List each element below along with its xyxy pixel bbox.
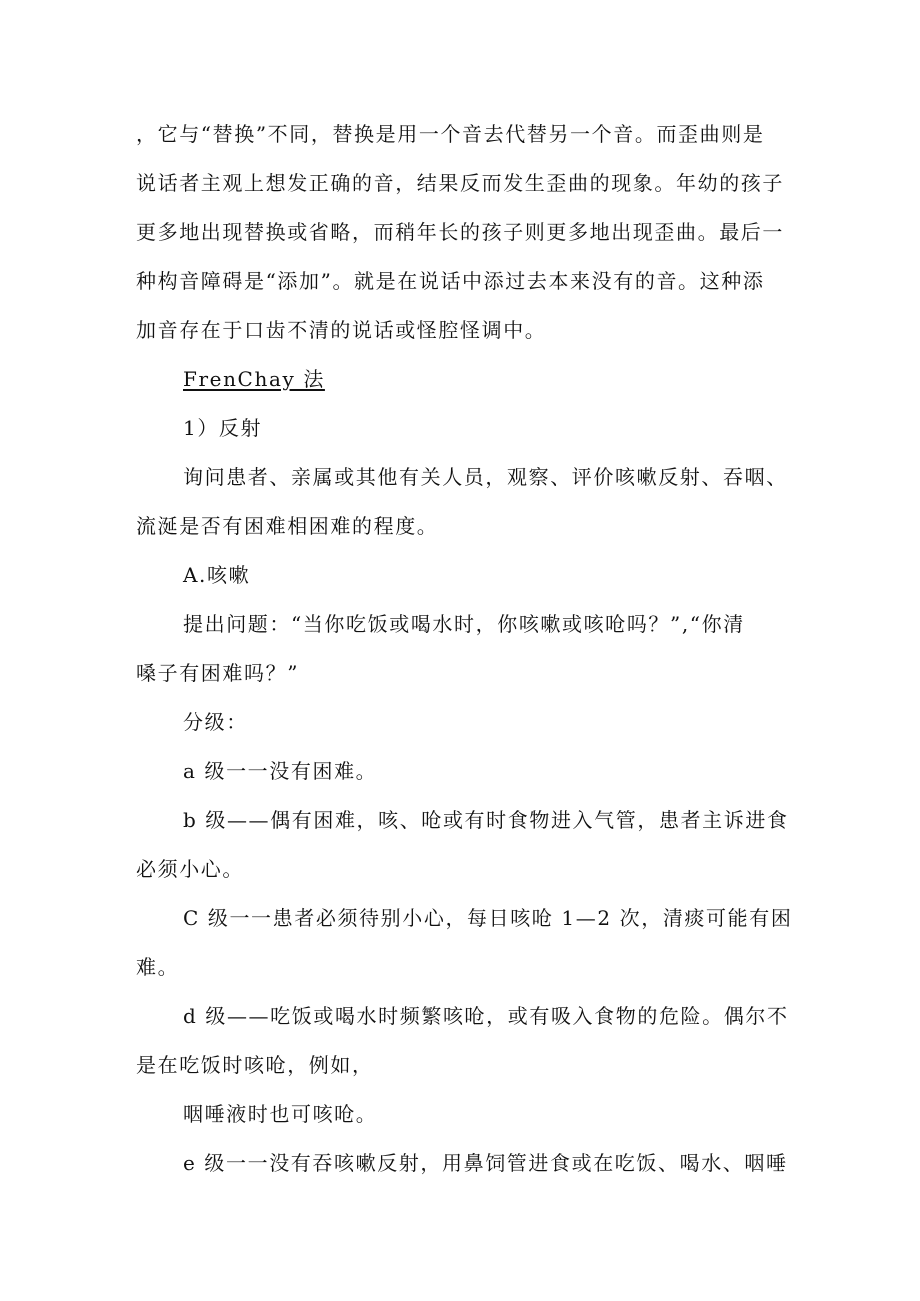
paragraph-line-4: 种构音障碍是“添加”。就是在说话中添过去本来没有的音。这种添 (136, 269, 765, 293)
grade-b-line: b 级——偶有困难，咳、呛或有时食物进入气管，患者主诉进食 (183, 808, 789, 832)
section-heading-frenchay: FrenChay 法 (183, 367, 325, 391)
paragraph-line-1: ，它与“替换”不同，替换是用一个音去代替另一个音。而歪曲则是 (136, 122, 765, 146)
grade-b-line-cont: 必须小心。 (136, 857, 244, 881)
paragraph-line-3: 更多地出现替换或省略，而稍年长的孩子则更多地出现歪曲。最后一 (136, 220, 784, 244)
paragraph-line-5: 加音存在于口齿不清的说话或怪腔怪调中。 (136, 318, 547, 342)
grade-d-line-cont: 是在吃饭时咳呛，例如， (136, 1053, 374, 1077)
grade-a-line: a 级一一没有困难。 (183, 759, 378, 783)
paragraph-line-2: 说话者主观上想发正确的音，结果反而发生歪曲的现象。年幼的孩子 (136, 171, 784, 195)
item-heading-cough: A.咳嗽 (183, 563, 251, 587)
grade-d-line: d 级——吃饭或喝水时频繁咳呛，或有吸入食物的危险。偶尔不 (183, 1004, 789, 1028)
paragraph-line-ask-cont: 流涎是否有困难相困难的程度。 (136, 514, 439, 538)
grading-label: 分级： (183, 710, 248, 734)
grade-d-line-cont-2: 咽唾液时也可咳呛。 (183, 1102, 378, 1126)
paragraph-line-question-cont: 嗓子有困难吗？” (136, 661, 300, 685)
paragraph-line-question: 提出问题：“当你吃饭或喝水时，你咳嗽或咳呛吗？”,“你清 (183, 612, 745, 636)
grade-c-line: C 级一一患者必须待别小心，每日咳呛 1—2 次，清痰可能有困 (183, 906, 793, 930)
subsection-heading-reflex: 1）反射 (183, 416, 263, 440)
grade-e-line: e 级一一没有吞咳嗽反射，用鼻饲管进食或在吃饭、喝水、咽唾 (183, 1151, 788, 1175)
paragraph-line-ask: 询问患者、亲属或其他有关人员，观察、评价咳嗽反射、吞咽、 (183, 465, 788, 489)
grade-c-line-cont: 难。 (136, 955, 180, 979)
